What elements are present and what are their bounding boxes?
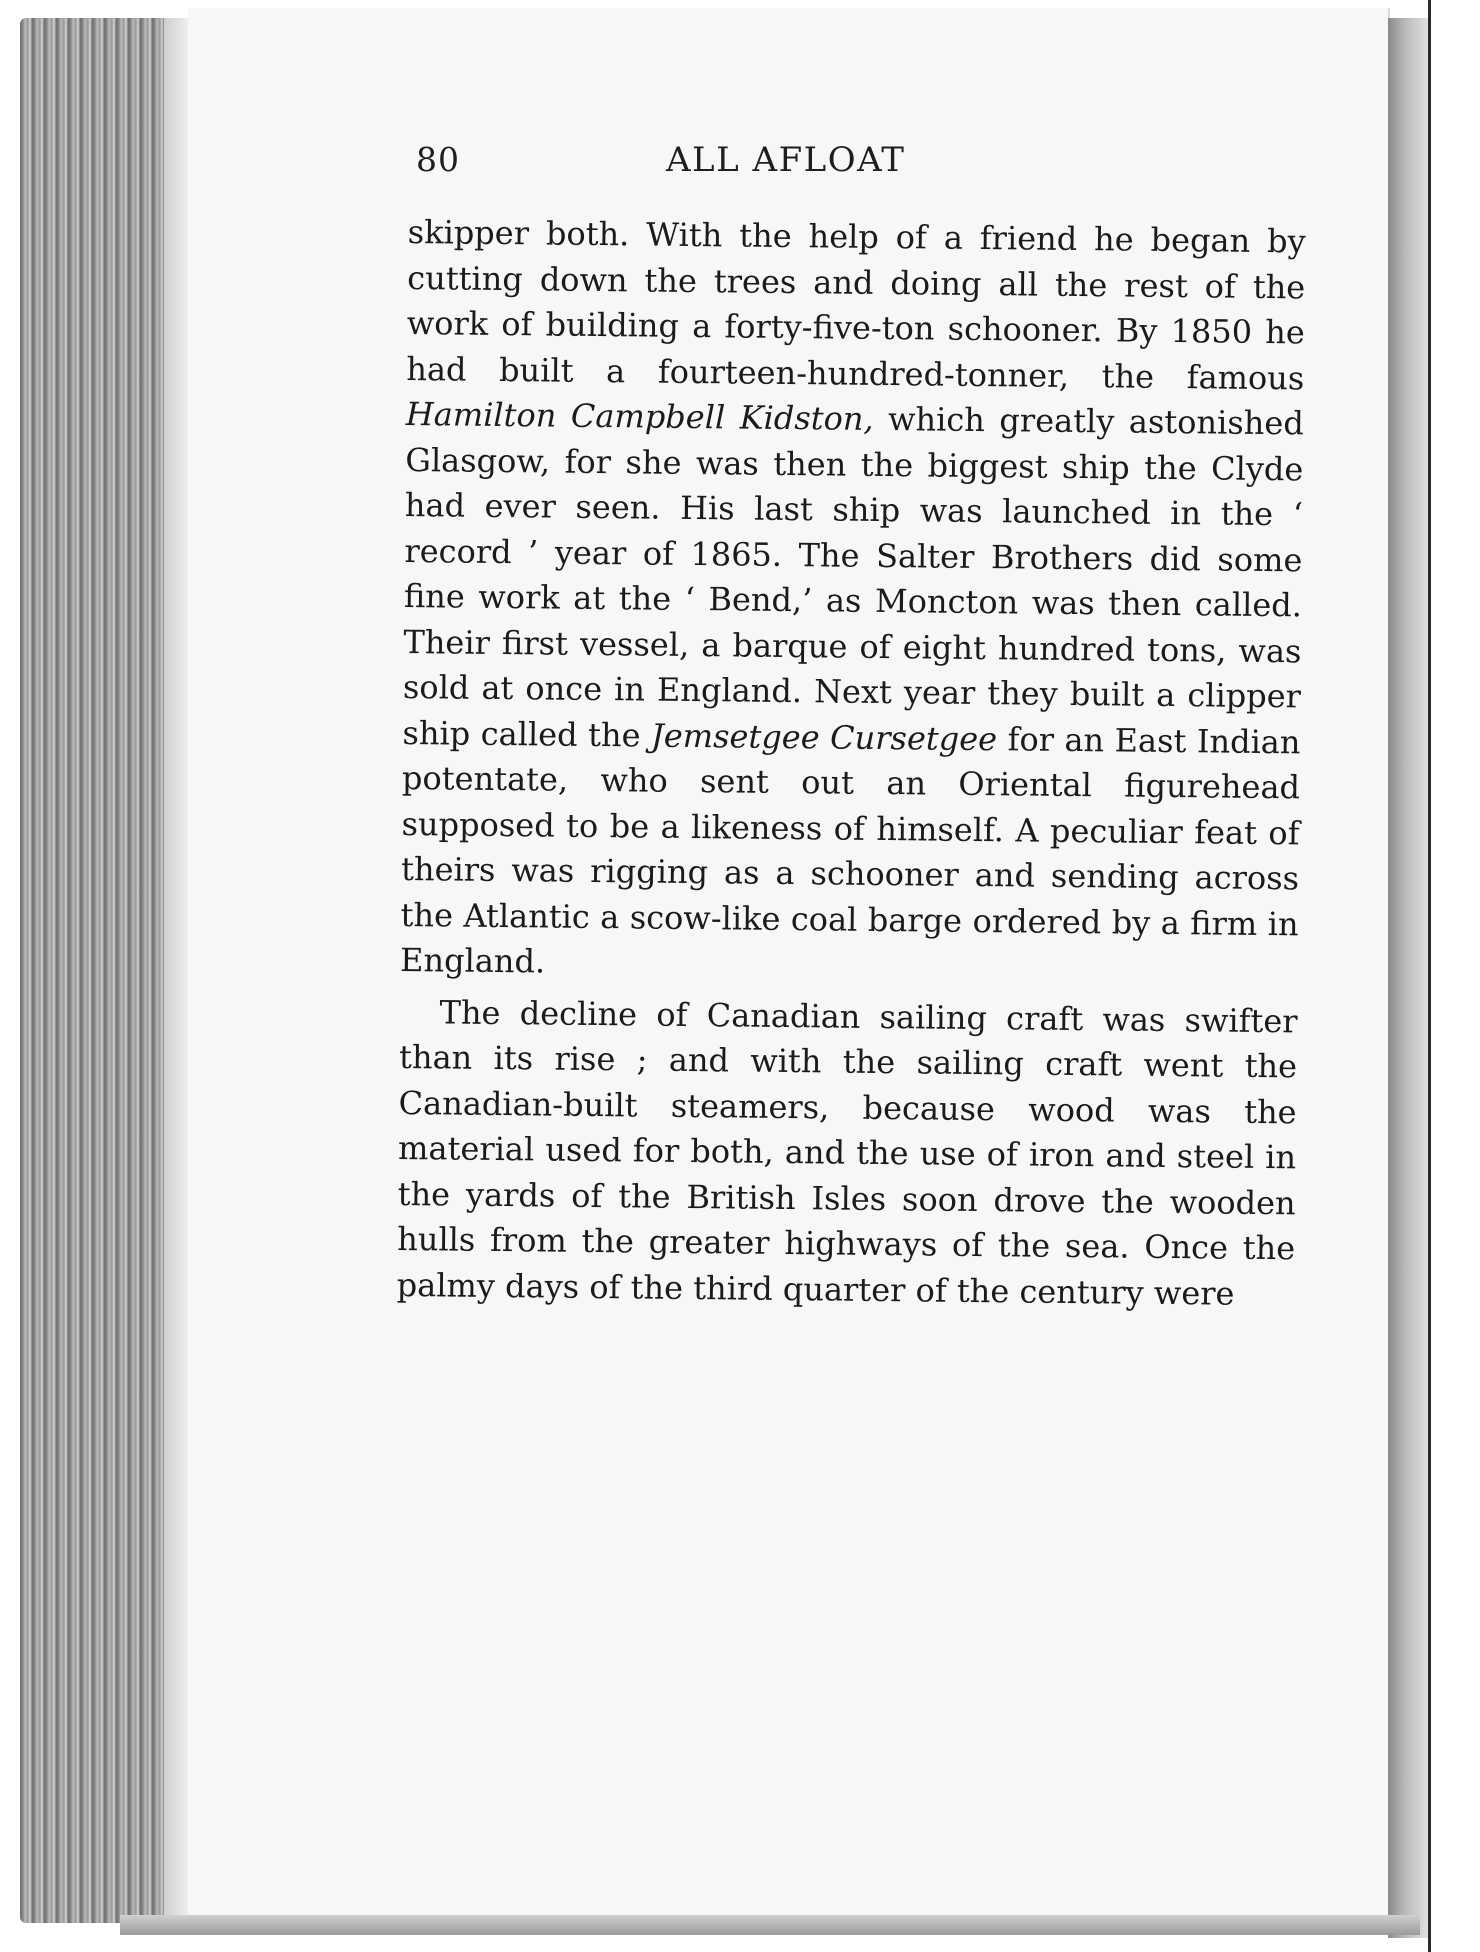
ship-name: Hamilton Campbell Kidston, [405, 394, 874, 438]
binding-shadow [1388, 18, 1428, 1938]
page-edges [20, 18, 190, 1923]
paragraph-text: which greatly astonished Glasgow, for she was then the biggest ship the Clyde had ever seen. His last ship was launched in the ‘ record ’ year of 1865. The Salter Brothers did some fine work at the ‘ Bend,’ as Moncton was then called. Their first vessel, a barque of eight hundred tons, was sold at once in England. Next year they built a clipper ship called the [402, 399, 1305, 755]
paragraph-text: for an East Indian potentate, who sent out an Oriental figurehead supposed to be a likeness of himself. A peculiar feat of theirs was rigging as a schooner and sending across the Atlantic a scow-like coal barge ordered by a firm in England. [399, 719, 1301, 981]
body-text [397, 210, 1306, 1317]
running-head: ALL AFLOAT [666, 140, 906, 180]
paragraph [400, 210, 1306, 993]
paragraph-text: skipper both. With the help of a friend he began by cutting down the trees and doing all the rest of the work of building a forty-five-ton schooner. By 1850 he had built a fourteen-hundred-tonner, the famous [406, 212, 1306, 397]
right-page-edge [1428, 0, 1480, 1952]
page-header [416, 140, 1316, 190]
paragraph: The decline of Canadian sailing craft was swifter than its rise ; and with the sailing craft went the Canadian-built steamers, because wood was the material used for both, and the use of iron and steel in the yards of the British Isles soon drove the wooden hulls from the greater highways of the sea. Once the palmy days of the third quarter of the century were [396, 992, 1298, 1313]
bottom-page-edge [120, 1915, 1420, 1935]
ship-name: Jemsetgee Cursetgee [650, 716, 998, 758]
page-number: 80 [416, 140, 460, 179]
